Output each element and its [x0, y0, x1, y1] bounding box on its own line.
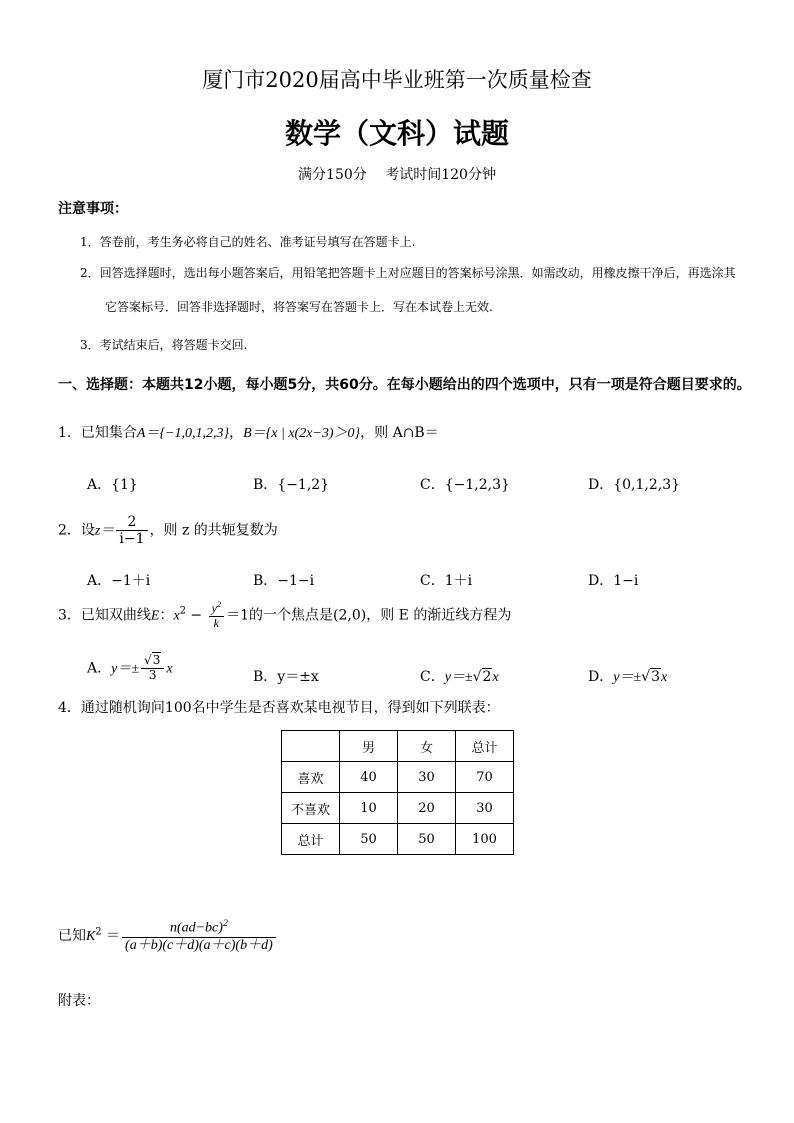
formula-prefix: 已知	[58, 927, 86, 944]
q1-option-d: D．{0,1,2,3}	[588, 477, 681, 493]
q3-frac-num: y	[211, 601, 217, 615]
question-4: 4．通过随机询问100名中学生是否喜欢某电视节目，得到如下列联表：	[58, 700, 500, 716]
q2-option-d: D．1−i	[588, 573, 639, 589]
table-cell: 40	[340, 762, 398, 793]
notice-item-3: 3．考试结束后，将答题卡交回.	[80, 338, 248, 352]
table-header-row	[282, 731, 514, 762]
q3-option-b: B．y＝±x	[253, 669, 319, 685]
q1-set-b: B＝{x | x(2x−3)＞0}	[243, 426, 361, 441]
question-3: 3．已知双曲线E：$x^2$ − $\frac{y^2}{k}$ ＝1的一个焦点是(2,0)，则 E 的渐近线方程为	[58, 600, 512, 630]
formula-lhs: K	[86, 928, 96, 944]
contingency-table	[281, 730, 514, 855]
exam-subject: 数学（文科）试题	[284, 117, 509, 150]
q1-option-b: B．{−1,2}	[253, 477, 330, 493]
section-heading: 一、选择题：本题共12小题，每小题5分，共60分。在每小题给出的四个选项中，只有一项是符合题目要求的。	[58, 377, 751, 393]
q1-suffix: ，则 A∩B＝	[360, 425, 439, 441]
table-cell: 男	[340, 731, 398, 762]
q3-colon: ：	[159, 607, 174, 624]
table-row	[282, 762, 514, 793]
q3-e: E	[150, 608, 160, 624]
table-cell: 100	[456, 824, 514, 855]
q3-eq: ＝1	[226, 607, 250, 624]
q2-option-c: C．1＋i	[420, 573, 473, 589]
question-1	[58, 422, 439, 442]
q3-option-a: A．y＝± $\frac{√3}{3}$ x	[87, 653, 173, 682]
q1-prefix: 1．已知集合	[58, 425, 137, 441]
k2-formula: 已知$K^2$ ＝ $\frac{n(ad-bc)^2}{(a+b)(c+d)(a+c)(b+d)}$	[58, 918, 278, 954]
q2-prefix: 2．设	[58, 522, 95, 539]
notice-item-1: 1．答卷前，考生务必将自己的姓名、准考证号填写在答题卡上.	[80, 235, 416, 249]
q3-minus: −	[185, 607, 207, 624]
table-cell: 30	[398, 762, 456, 793]
q2-option-b: B．−1−i	[253, 573, 315, 589]
table-cell: 50	[398, 824, 456, 855]
table-cell: 总计	[456, 731, 514, 762]
q2-lhs: z＝	[94, 523, 115, 539]
table-cell: 50	[340, 824, 398, 855]
table-row	[282, 793, 514, 824]
table-cell	[282, 731, 340, 762]
q2-frac-den: i−1	[116, 530, 147, 547]
q2-option-a: A．−1＋i	[87, 573, 151, 589]
table-cell: 总计	[282, 824, 340, 855]
exam-title: 厦门市2020届高中毕业班第一次质量检查	[202, 68, 592, 92]
q3-a-fraction: $\frac{√3}{3}$	[141, 654, 164, 683]
table-row	[282, 824, 514, 855]
table-cell: 不喜欢	[282, 793, 340, 824]
table-cell: 喜欢	[282, 762, 340, 793]
notice-item-2-cont: 它答案标号．回答非选择题时，将答案写在答题卡上．写在本试卷上无效.	[105, 300, 493, 314]
q1-set-a: A＝{−1,0,1,2,3}	[136, 426, 230, 441]
q2-fraction	[116, 514, 147, 547]
q3-frac-den: k	[209, 616, 225, 631]
notice-heading: 注意事项：	[58, 201, 128, 217]
q3-option-d: D．y＝±√3x	[588, 669, 668, 685]
q1-option-c: C．{−1,2,3}	[420, 477, 510, 493]
formula-den: (a＋b)(c＋d)(a＋c)(b＋d)	[122, 937, 276, 954]
table-cell: 女	[398, 731, 456, 762]
q3-option-c: C．y＝±√2x	[420, 669, 499, 685]
q1-sep: ，	[229, 425, 244, 441]
table-cell: 10	[340, 793, 398, 824]
q2-frac-num: 2	[127, 514, 137, 530]
k2-fraction: $\frac{n(ad-bc)^2}{(a+b)(c+d)(a+c)(b+d)}$	[122, 918, 276, 954]
q2-suffix: ，则 z 的共轭复数为	[149, 522, 278, 539]
notice-item-2: 2．回答选择题时，选出每小题答案后，用铅笔把答题卡上对应题目的答案标号涂黑．如需改动，用橡皮擦干净后，再选涂其	[80, 266, 736, 280]
q3-suffix: 的一个焦点是(2,0)，则 E 的渐近线方程为	[249, 607, 512, 624]
table-cell: 70	[456, 762, 514, 793]
q3-fraction: $\frac{y^2}{k}$	[209, 600, 225, 631]
question-2	[58, 514, 278, 547]
q1-option-a: A．{1}	[87, 477, 138, 493]
exam-info: 满分150分 考试时间120分钟	[298, 167, 496, 183]
table-cell: 20	[398, 793, 456, 824]
table-cell: 30	[456, 793, 514, 824]
q3-prefix: 3．已知双曲线	[58, 607, 151, 624]
formula-num: n(ad−bc)	[169, 920, 223, 936]
q3-x: x	[173, 608, 180, 624]
appendix-label: 附表：	[58, 993, 100, 1009]
